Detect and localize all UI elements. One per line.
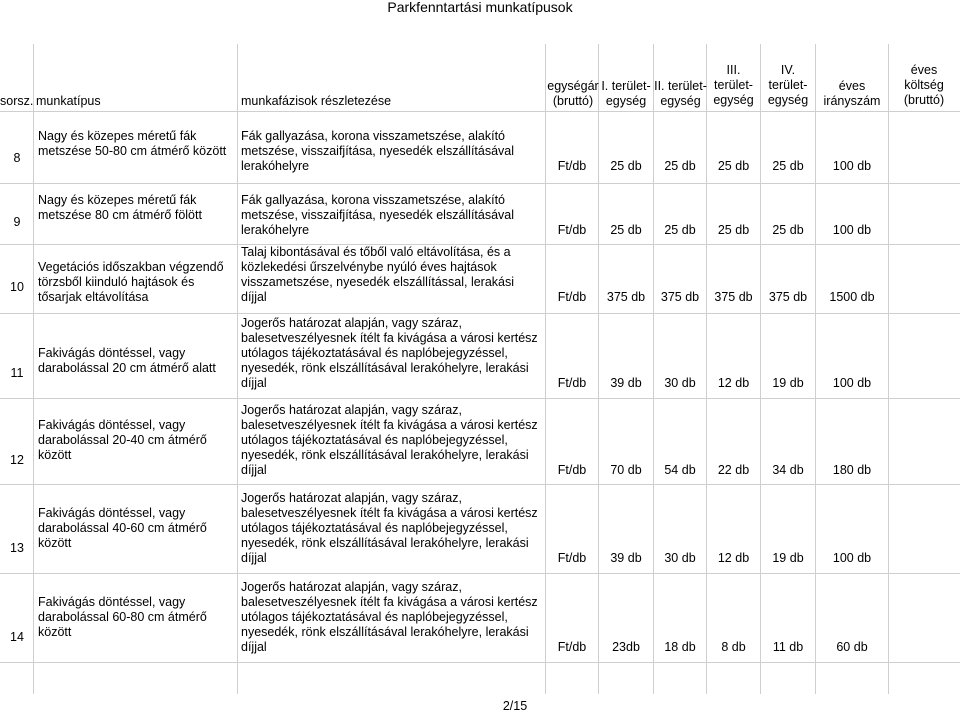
grid-line <box>760 44 761 694</box>
area-3-qty: 12 db <box>717 376 750 390</box>
unit-price-unit: Ft/db <box>557 223 587 237</box>
detail-line: díjjal <box>241 640 267 654</box>
detail-line: Jogerős határozat alapján, vagy száraz, <box>241 403 462 417</box>
work-type-line: Nagy és közepes méretű fák <box>38 193 197 207</box>
annual-count: 100 db <box>832 159 872 173</box>
area-2-qty: 375 db <box>660 290 700 304</box>
row-number: 8 <box>13 151 21 165</box>
grid-line <box>706 44 707 694</box>
area-2-qty: 54 db <box>664 463 696 477</box>
work-type-line: között <box>38 536 72 550</box>
work-type-line: Nagy és közepes méretű fák <box>38 129 197 143</box>
area-1-qty: 39 db <box>610 376 642 390</box>
area-1-qty: 25 db <box>610 159 642 173</box>
detail-line: Talaj kibontásával és tőből való eltávolítása, és a <box>241 245 511 259</box>
page-number: 2/15 <box>502 699 528 713</box>
header-line: II. terület- <box>654 79 707 93</box>
detail-line: balesetveszélyesnek ítélt fa kivágása a városi kertész <box>241 418 538 432</box>
header-area-2 <box>653 79 708 109</box>
detail-line: balesetveszélyesnek ítélt fa kivágása a városi kertész <box>241 595 538 609</box>
detail-line: nyesedék, rönk elszállításával lerakóhelyre, lerakási <box>241 361 529 375</box>
header-line: éves <box>910 63 938 77</box>
unit-price-unit: Ft/db <box>557 290 587 304</box>
grid-line <box>0 573 960 574</box>
work-type-line: darabolással 20-40 cm átmérő <box>38 433 207 447</box>
row-number: 11 <box>10 366 24 380</box>
grid-line <box>815 44 816 694</box>
unit-price-unit: Ft/db <box>557 640 587 654</box>
row-number: 12 <box>10 453 24 467</box>
header-line: irányszám <box>823 94 881 108</box>
grid-line <box>33 44 34 694</box>
detail-line: díjjal <box>241 463 267 477</box>
annual-count: 60 db <box>836 640 868 654</box>
area-4-qty: 25 db <box>772 159 804 173</box>
header-work-type: munkatípus <box>36 94 101 108</box>
header-line: egységár <box>547 79 599 93</box>
header-line: terület- <box>714 78 753 92</box>
detail-line: díjjal <box>241 376 267 390</box>
header-area-4 <box>760 63 816 108</box>
area-1-qty: 39 db <box>610 551 642 565</box>
area-3-qty: 22 db <box>717 463 750 477</box>
area-2-qty: 30 db <box>664 376 696 390</box>
header-annual-count <box>815 79 889 109</box>
detail-line: metszése, visszaifjítása, nyesedék elszállításával <box>241 208 515 222</box>
annual-count: 100 db <box>832 223 872 237</box>
area-4-qty: 25 db <box>772 223 804 237</box>
page-title: Parkfenntartási munkatípusok <box>387 0 573 15</box>
header-unit-price <box>543 79 603 109</box>
detail-line: Jogerős határozat alapján, vagy száraz, <box>241 491 462 505</box>
detail-line: Fák gallyazása, korona visszametszése, alakító <box>241 193 506 207</box>
work-type-line: Fakivágás döntéssel, vagy <box>38 595 186 609</box>
detail-line: balesetveszélyesnek ítélt fa kivágása a városi kertész <box>241 506 538 520</box>
header-no: sorsz. <box>0 94 34 108</box>
grid-line <box>0 111 960 112</box>
header-area-1 <box>598 79 654 109</box>
work-type-line: darabolással 20 cm átmérő alatt <box>38 361 216 375</box>
header-line: IV. <box>780 63 796 77</box>
detail-line: utólagos tájékoztatásával és naplóbejegyzéssel, <box>241 346 508 360</box>
row-number: 13 <box>10 541 24 555</box>
row-number: 10 <box>10 280 24 294</box>
annual-count: 100 db <box>832 376 872 390</box>
work-type-line: Vegetációs időszakban végzendő <box>38 260 224 274</box>
area-1-qty: 25 db <box>610 223 642 237</box>
unit-price-unit: Ft/db <box>557 159 587 173</box>
detail-line: nyesedék, rönk elszállításával lerakóhelyre, lerakási <box>241 448 529 462</box>
detail-line: nyesedék, rönk elszállításával lerakóhelyre, lerakási <box>241 536 529 550</box>
row-number: 14 <box>10 630 24 644</box>
header-line: terület- <box>768 78 808 92</box>
area-4-qty: 375 db <box>768 290 808 304</box>
area-3-qty: 12 db <box>717 551 750 565</box>
detail-line: Jogerős határozat alapján, vagy száraz, <box>241 316 462 330</box>
area-4-qty: 11 db <box>772 640 804 654</box>
header-annual-cost <box>888 63 960 108</box>
area-1-qty: 70 db <box>610 463 642 477</box>
annual-count: 1500 db <box>829 290 875 304</box>
detail-line: közlekedési űrszelvénybe nyúló éves hajtások <box>241 260 497 274</box>
work-type-line: között <box>38 625 72 639</box>
unit-price-unit: Ft/db <box>557 463 587 477</box>
header-line: költség <box>904 78 944 92</box>
area-2-qty: 30 db <box>664 551 696 565</box>
area-1-qty: 375 db <box>606 290 646 304</box>
header-line: egység <box>605 94 647 108</box>
detail-line: utólagos tájékoztatásával és naplóbejegyzéssel, <box>241 433 508 447</box>
unit-price-unit: Ft/db <box>557 376 587 390</box>
grid-line <box>0 398 960 399</box>
header-line: III. <box>726 63 741 77</box>
area-4-qty: 19 db <box>772 551 804 565</box>
annual-count: 180 db <box>832 463 872 477</box>
header-line: éves <box>838 79 866 93</box>
area-3-qty: 25 db <box>717 159 750 173</box>
header-line: (bruttó) <box>903 93 945 107</box>
area-3-qty: 25 db <box>717 223 750 237</box>
detail-line: visszametszése, nyesedék elszállítással, lerakási <box>241 275 515 289</box>
work-type-line: tősarjak eltávolítása <box>38 290 149 304</box>
work-type-line: Fakivágás döntéssel, vagy <box>38 506 186 520</box>
area-4-qty: 19 db <box>772 376 804 390</box>
area-3-qty: 8 db <box>721 640 746 654</box>
header-line: I. terület- <box>601 79 651 93</box>
unit-price-unit: Ft/db <box>557 551 587 565</box>
detail-line: nyesedék, rönk elszállításával lerakóhelyre, lerakási <box>241 625 529 639</box>
grid-line <box>653 44 654 694</box>
grid-line <box>0 183 960 184</box>
area-2-qty: 25 db <box>664 159 696 173</box>
detail-line: metszése, visszaifjítása, nyesedék elszállításával <box>241 144 515 158</box>
annual-count: 100 db <box>832 551 872 565</box>
detail-line: Jogerős határozat alapján, vagy száraz, <box>241 580 462 594</box>
area-3-qty: 375 db <box>714 290 753 304</box>
work-type-line: között <box>38 448 72 462</box>
work-type-line: metszése 50-80 cm átmérő között <box>38 144 227 158</box>
area-2-qty: 25 db <box>664 223 696 237</box>
work-type-line: Fakivágás döntéssel, vagy <box>38 346 186 360</box>
header-detail: munkafázisok részletezése <box>241 94 392 108</box>
header-line: egység <box>767 93 809 107</box>
grid-line <box>0 313 960 314</box>
work-type-line: Fakivágás döntéssel, vagy <box>38 418 186 432</box>
detail-line: utólagos tájékoztatásával és naplóbejegyzéssel, <box>241 521 508 535</box>
detail-line: Fák gallyazása, korona visszametszése, alakító <box>241 129 506 143</box>
grid-line <box>598 44 599 694</box>
area-1-qty: 23db <box>612 640 640 654</box>
area-4-qty: 34 db <box>772 463 804 477</box>
grid-line <box>0 662 960 663</box>
detail-line: lerakóhelyre <box>241 223 310 237</box>
detail-line: lerakóhelyre <box>241 159 310 173</box>
work-type-line: darabolással 60-80 cm átmérő <box>38 610 207 624</box>
header-line: egység <box>713 93 754 107</box>
row-number: 9 <box>13 215 21 229</box>
work-type-line: törzsből kiinduló hajtások és <box>38 275 195 289</box>
header-line: (bruttó) <box>552 94 594 108</box>
area-2-qty: 18 db <box>664 640 696 654</box>
work-type-line: metszése 80 cm átmérő fölött <box>38 208 202 222</box>
header-area-3 <box>706 63 761 108</box>
detail-line: díjjal <box>241 551 267 565</box>
work-type-line: darabolással 40-60 cm átmérő <box>38 521 207 535</box>
grid-line <box>888 44 889 694</box>
grid-line <box>0 484 960 485</box>
detail-line: díjjal <box>241 290 267 304</box>
detail-line: balesetveszélyesnek ítélt fa kivágása a városi kertész <box>241 331 538 345</box>
header-line: egység <box>660 94 701 108</box>
detail-line: utólagos tájékoztatásával és naplóbejegyzéssel, <box>241 610 508 624</box>
